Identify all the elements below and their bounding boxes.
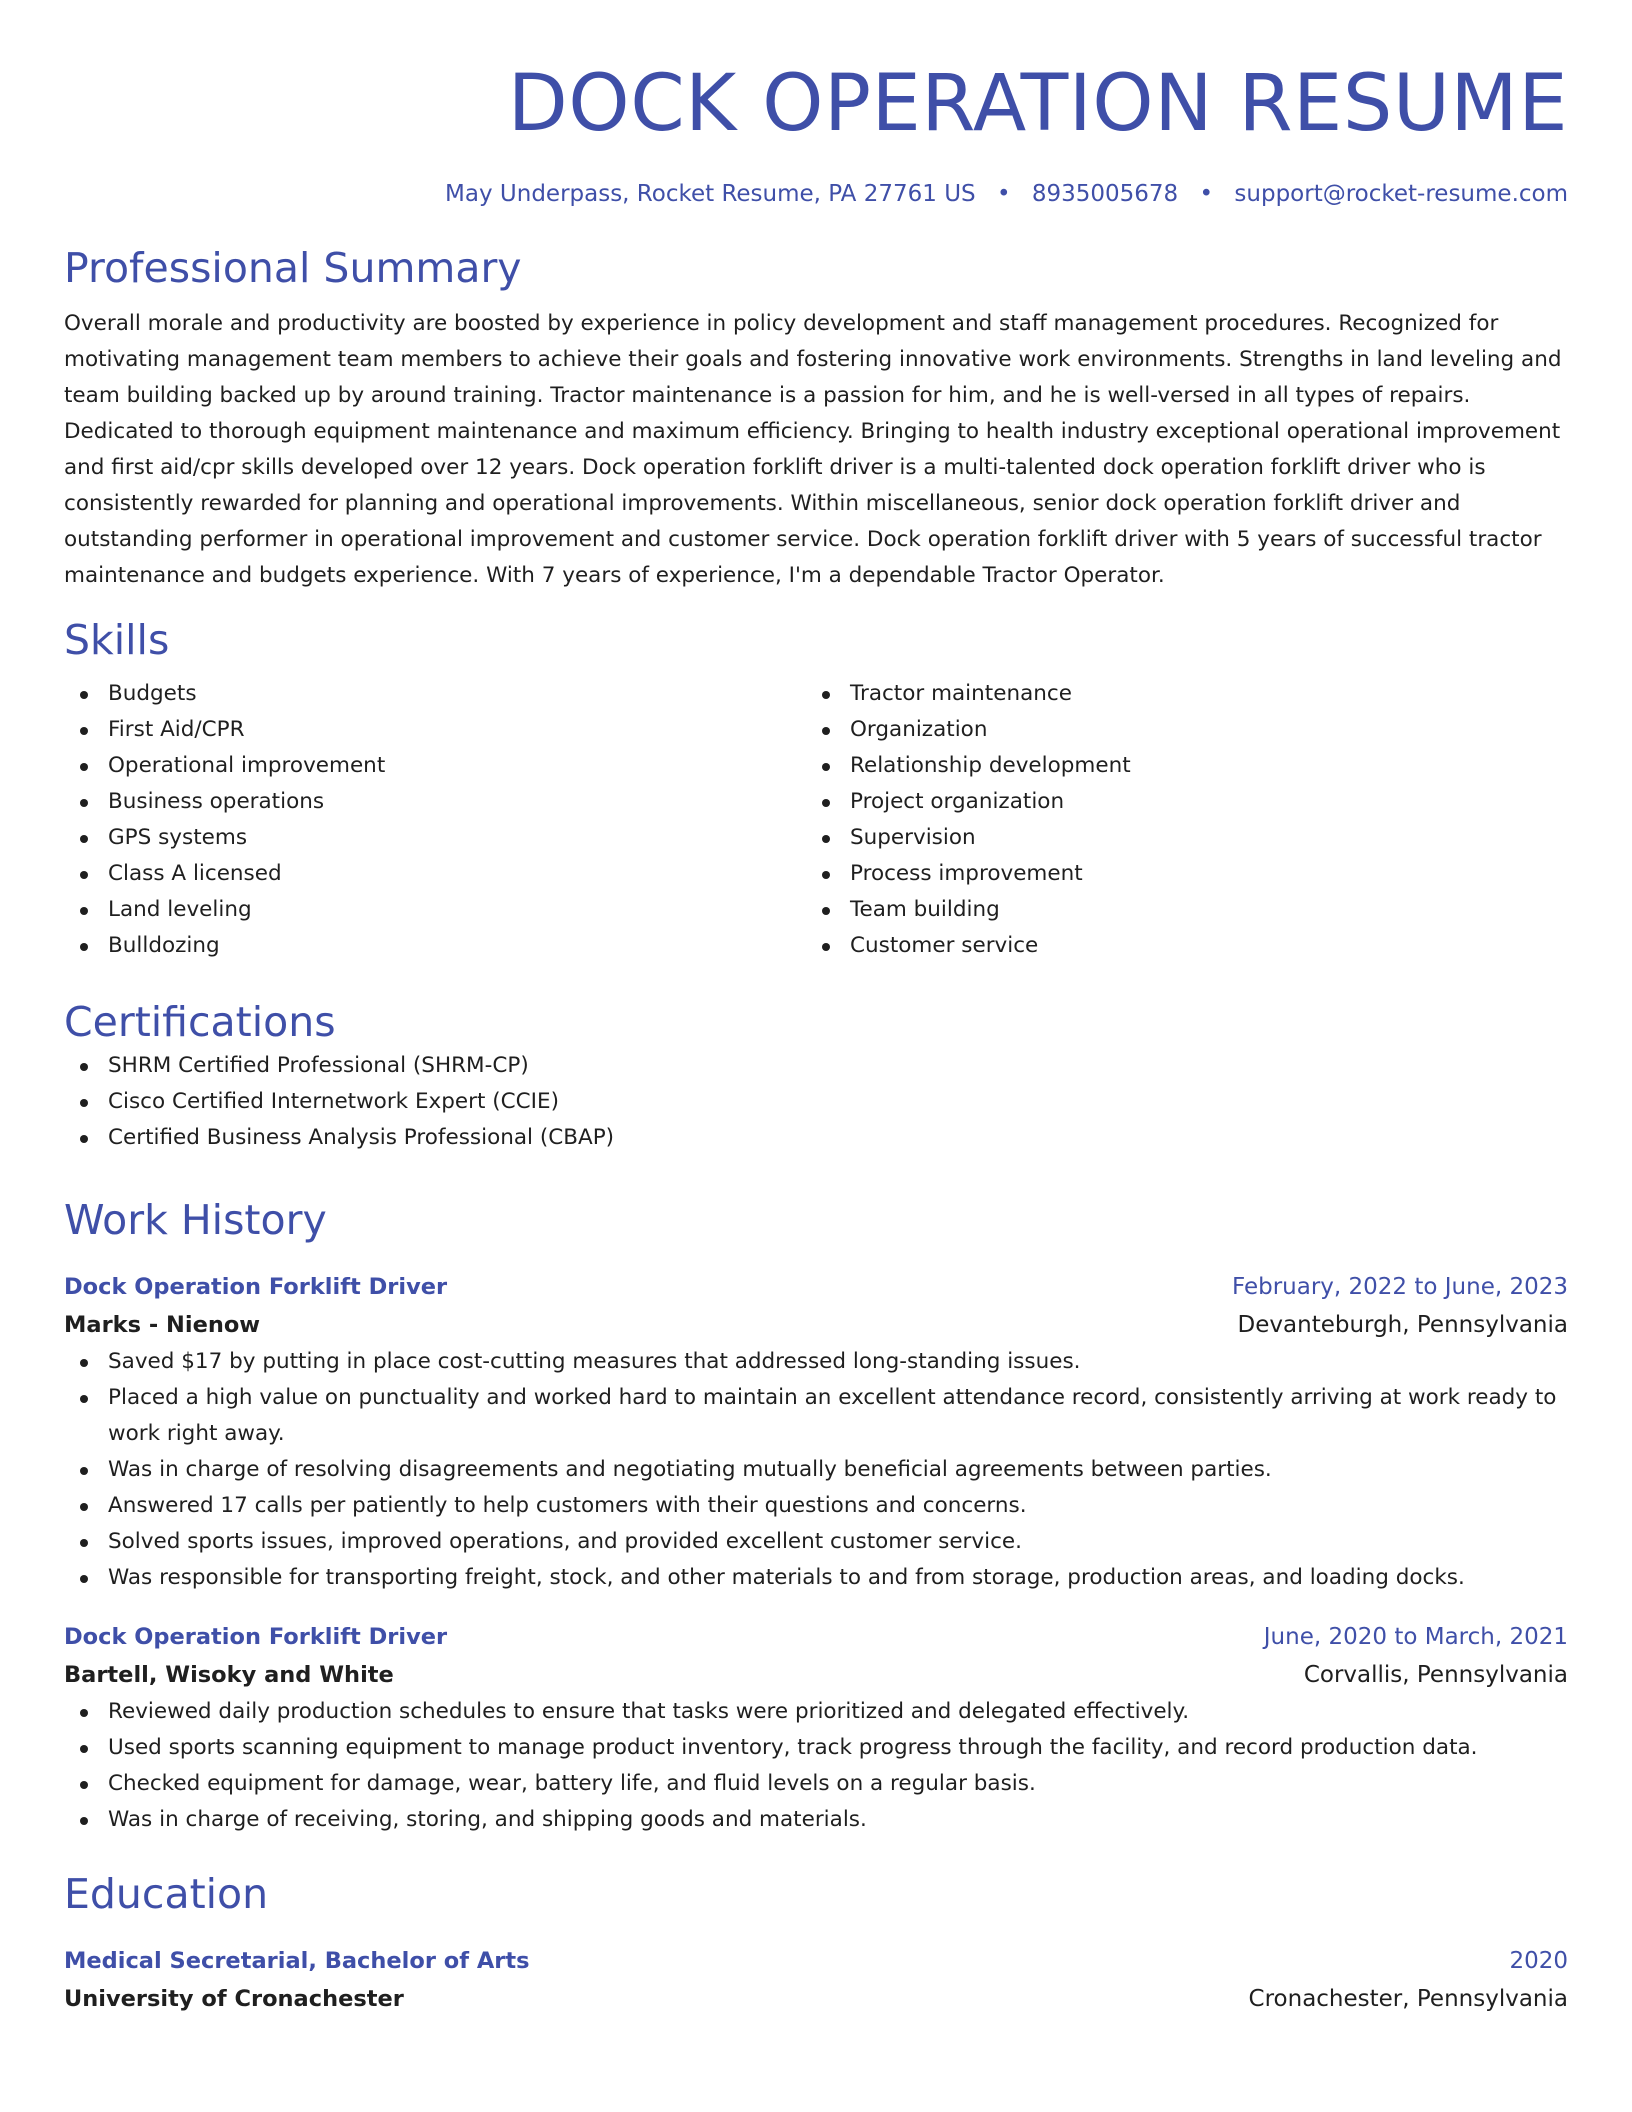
job-title: Dock Operation Forklift Driver [64,1624,448,1650]
skills-grid [64,676,1568,964]
job-bullet: Was responsible for transporting freight, stock, and other materials to and from storage, production areas, and loading docks. [64,1560,1568,1596]
job-bullets [64,1344,1568,1596]
skill-item: First Aid/CPR [64,712,806,748]
job-bullet: Checked equipment for damage, wear, battery life, and fluid levels on a regular basis. [64,1766,1568,1802]
contact-line [64,176,1568,212]
job-entry [64,1268,1568,1596]
skill-item: Supervision [806,820,1548,856]
skills-heading: Skills [64,616,170,664]
education-school-row [64,1980,1568,2018]
job-company-row [64,1306,1568,1344]
skills-list-left [64,676,806,964]
skill-item: Business operations [64,784,806,820]
skill-item: Class A licensed [64,856,806,892]
job-bullets [64,1694,1568,1838]
education-location: Cronachester, Pennsylvania [1248,1986,1568,2012]
job-location: Devanteburgh, Pennsylvania [1237,1312,1568,1338]
contact-address: May Underpass, Rocket Resume, PA 27761 US [445,181,976,207]
certification-item: SHRM Certified Professional (SHRM-CP) [64,1048,1568,1084]
certifications-list [64,1048,1568,1156]
contact-phone: 8935005678 [1031,181,1179,207]
education-degree: Medical Secretarial, Bachelor of Arts [64,1948,530,1974]
skills-column-right [806,676,1548,964]
contact-separator: • [996,181,1011,207]
skill-item: GPS systems [64,820,806,856]
skill-item: Project organization [806,784,1548,820]
job-bullet: Was in charge of receiving, storing, and shipping goods and materials. [64,1802,1568,1838]
job-company: Marks - Nienow [64,1312,261,1338]
job-location: Corvallis, Pennsylvania [1303,1662,1568,1688]
education-school: University of Cronachester [64,1986,404,2012]
contact-separator: • [1199,181,1214,207]
job-dates: June, 2020 to March, 2021 [1263,1624,1568,1650]
skill-item: Relationship development [806,748,1548,784]
job-bullet: Solved sports issues, improved operations, and provided excellent customer service. [64,1524,1568,1560]
job-title-row [64,1268,1568,1306]
work-history-heading: Work History [64,1196,327,1244]
skill-item: Land leveling [64,892,806,928]
education-degree-row [64,1942,1568,1980]
skill-item: Operational improvement [64,748,806,784]
summary-heading: Professional Summary [64,244,522,292]
job-bullet: Placed a high value on punctuality and worked hard to maintain an excellent attendance record, consistently arriving at work ready to work right away. [64,1380,1568,1452]
job-bullet: Saved $17 by putting in place cost-cutting measures that addressed long-standing issues. [64,1344,1568,1380]
job-title-row [64,1618,1568,1656]
certifications-heading: Certifications [64,998,336,1046]
job-dates: February, 2022 to June, 2023 [1231,1274,1568,1300]
resume-title: DOCK OPERATION RESUME [507,59,1568,149]
skill-item: Organization [806,712,1548,748]
summary-text: Overall morale and productivity are boosted by experience in policy development and staff management procedures. Recognized for motivating management team members to achieve their goals and fostering innovative work environments. Strengths in land leveling and team building backed up by around training. Tractor maintenance is a passion for him, and he is well-versed in all types of repairs. Dedicated to thorough equipment maintenance and maximum efficiency. Bringing to health industry exceptional operational improvement and first aid/cpr skills developed over 12 years. Dock operation forklift driver is a multi-talented dock operation forklift driver who is consistently rewarded for planning and operational improvements. Within miscellaneous, senior dock operation forklift driver and outstanding performer in operational improvement and customer service. Dock operation forklift driver with 5 years of successful tractor maintenance and budgets experience. With 7 years of experience, I'm a dependable Tractor Operator. [64,311,1562,588]
education-heading: Education [64,1870,269,1918]
job-bullet: Was in charge of resolving disagreements and negotiating mutually beneficial agreements between parties. [64,1452,1568,1488]
skill-item: Budgets [64,676,806,712]
job-company: Bartell, Wisoky and White [64,1662,394,1688]
skill-item: Customer service [806,928,1548,964]
skill-item: Team building [806,892,1548,928]
certification-item: Cisco Certified Internetwork Expert (CCIE) [64,1084,1568,1120]
skills-list-right [806,676,1548,964]
education-entry [64,1942,1568,2018]
certification-item: Certified Business Analysis Professional (CBAP) [64,1120,1568,1156]
contact-email: support@rocket-resume.com [1234,181,1568,207]
job-bullet: Used sports scanning equipment to manage product inventory, track progress through the facility, and record production data. [64,1730,1568,1766]
job-entry [64,1618,1568,1838]
job-bullet: Reviewed daily production schedules to ensure that tasks were prioritized and delegated effectively. [64,1694,1568,1730]
job-company-row [64,1656,1568,1694]
skill-item: Process improvement [806,856,1548,892]
skill-item: Tractor maintenance [806,676,1548,712]
job-bullet: Answered 17 calls per patiently to help customers with their questions and concerns. [64,1488,1568,1524]
skills-column-left [64,676,806,964]
education-year: 2020 [1509,1948,1568,1974]
job-title: Dock Operation Forklift Driver [64,1274,448,1300]
skill-item: Bulldozing [64,928,806,964]
